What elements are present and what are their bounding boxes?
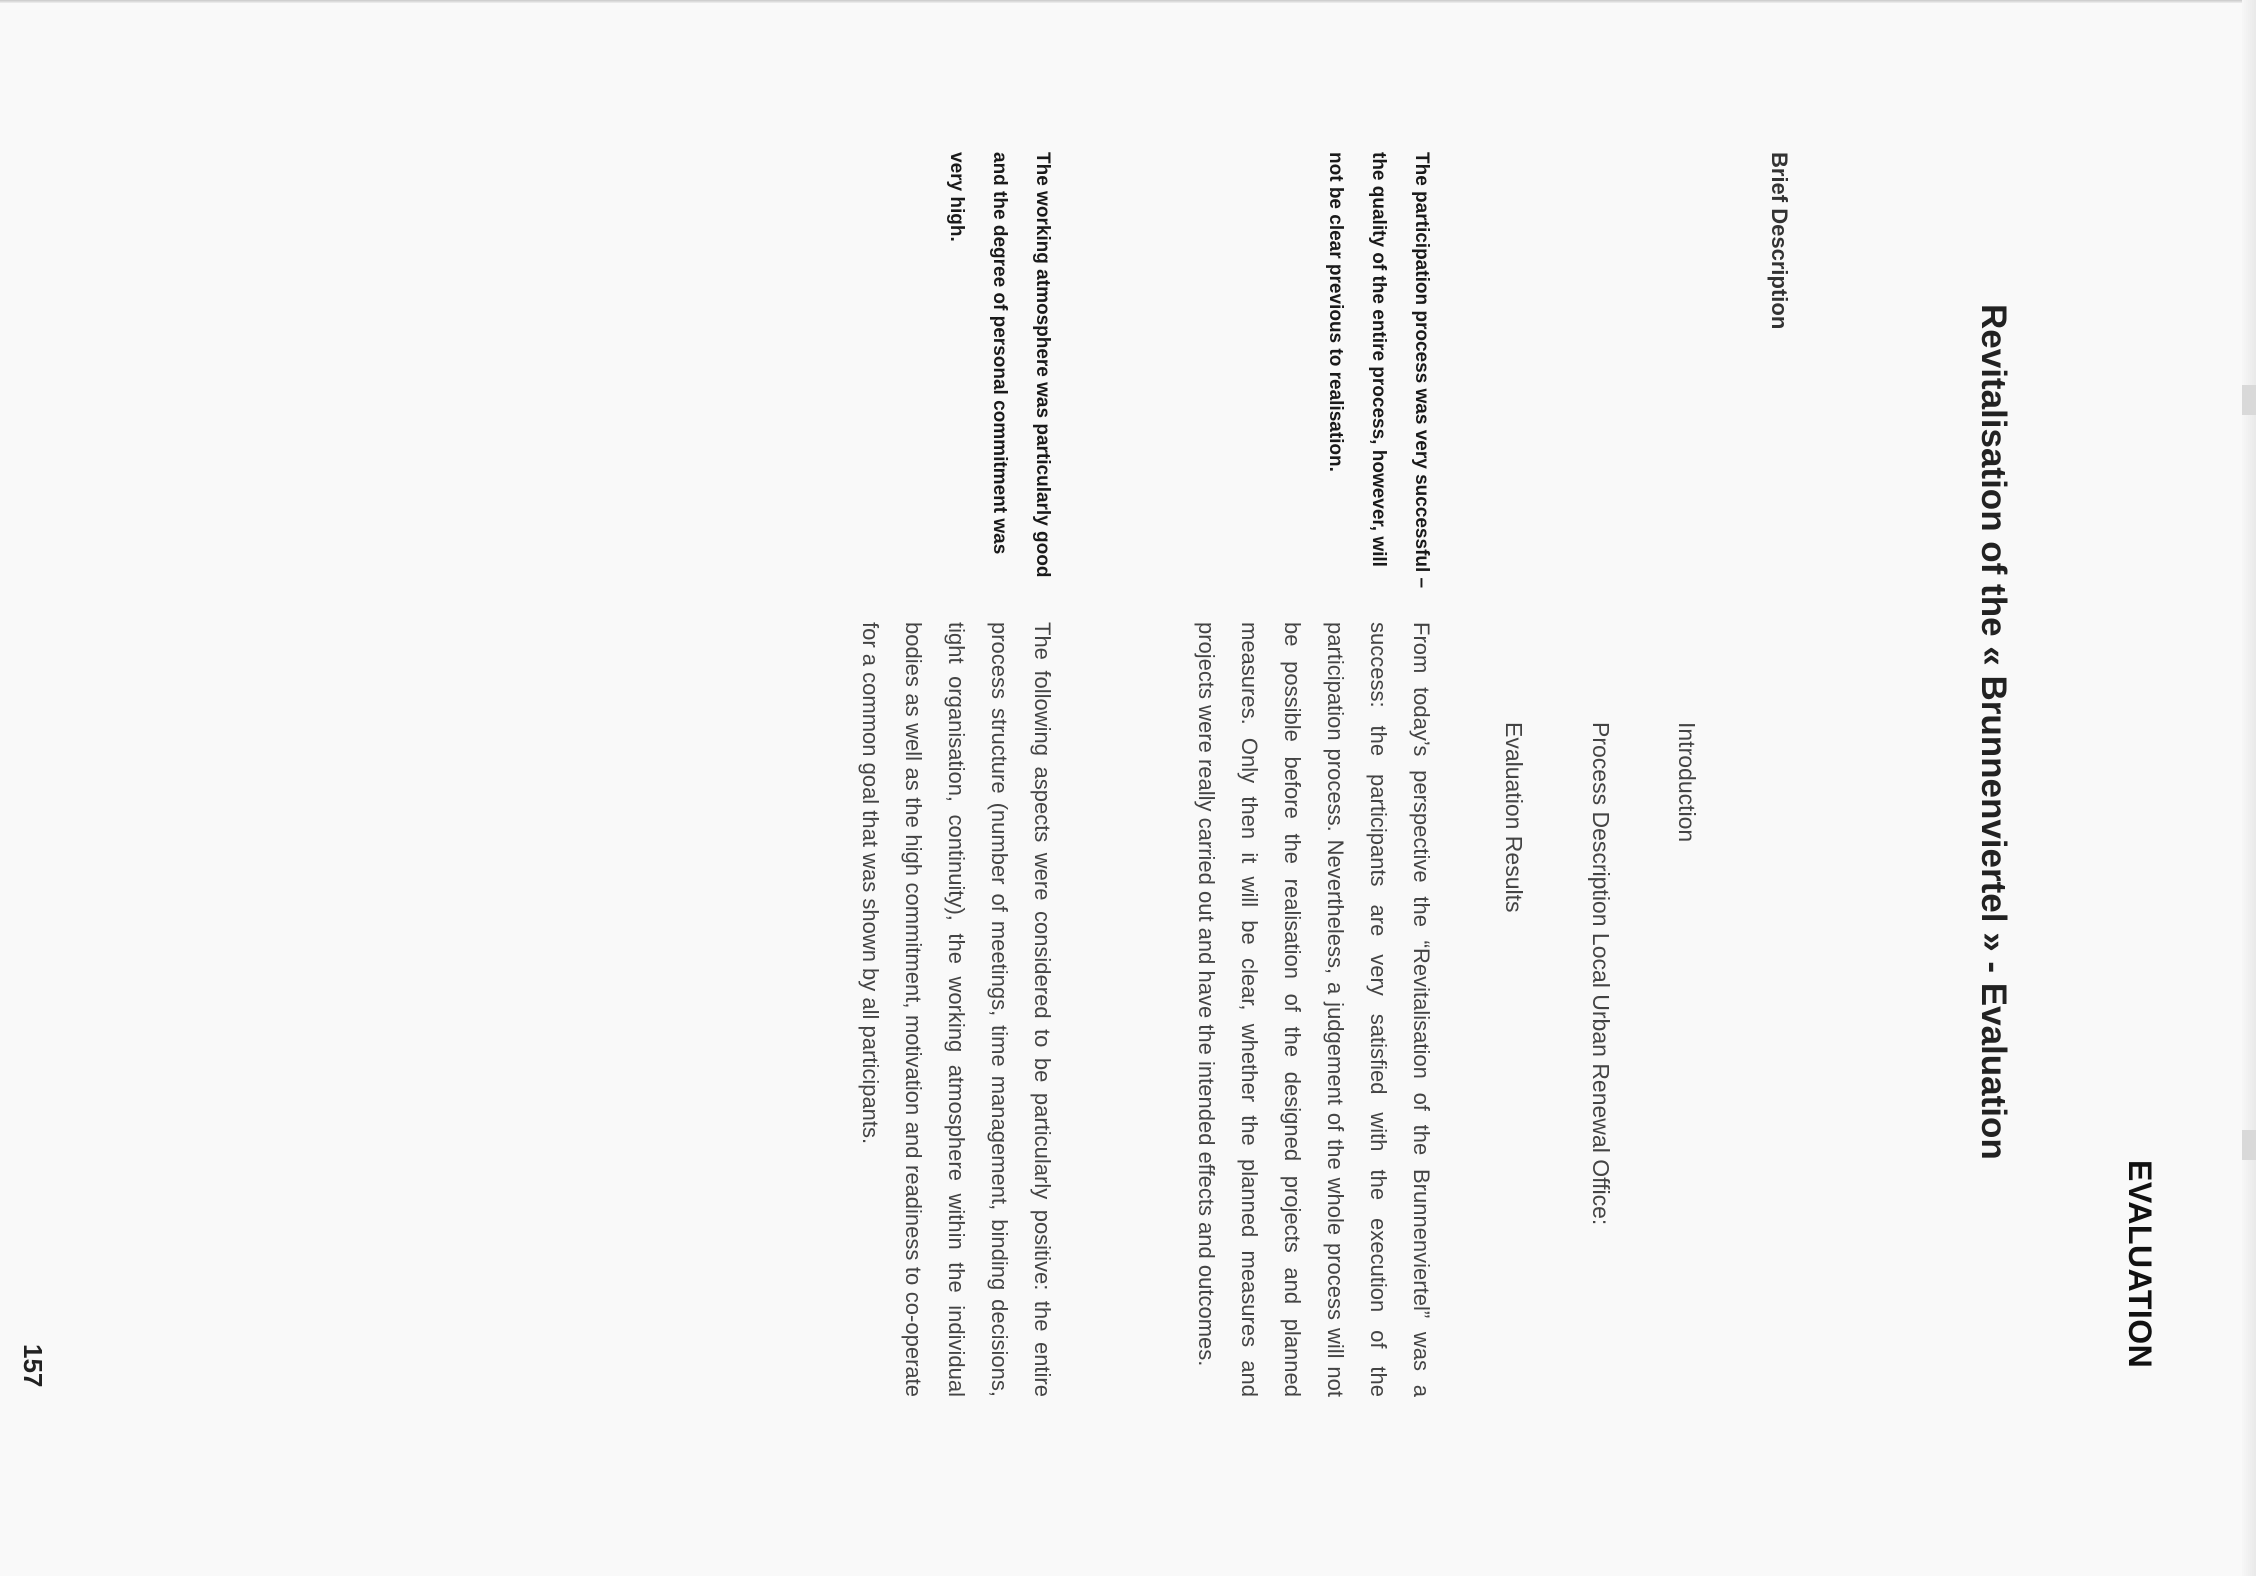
- introduction-heading: Introduction: [1674, 722, 1700, 843]
- page-number: 157: [18, 1344, 48, 1388]
- process-description-heading: Process Description Local Urban Renewal Office:: [1588, 722, 1614, 1226]
- section-header: EVALUATION: [2122, 1160, 2158, 1369]
- scan-mark: [2242, 385, 2256, 415]
- page-top-edge: [0, 0, 2256, 3]
- page-right-edge: [2242, 0, 2256, 1576]
- page-title: Revitalisation of the « Brunnenviertel » - Evaluation: [1974, 304, 2013, 1160]
- body-paragraph: The following aspects were considered to be particularly positive: the entire process structure (number of meetings, time management, binding decisions, tight organisation, continuity), the working atmosphere within the individual bodies as well as the high commitment, motivation and readiness to co-operate for a common goal that was shown by all participants.: [858, 622, 1055, 1397]
- brief-description-label: Brief Description: [1767, 152, 1792, 330]
- body-paragraph: From today’s perspective the “Revitalisation of the Brunnenviertel” was a success: the participants are very satisfied with the execution of the participation process. Nevertheless, a judgement of the whole process will not be possible before the realisation of the designed projects and planned measures. Only then it will be clear, whether the planned measures and projects were really carried out and have the intended effects and outcomes.: [1194, 622, 1434, 1397]
- scan-mark: [2242, 1130, 2256, 1160]
- side-note: The participation process was very successful – the quality of the entire process, however, will not be clear previous to realisation.: [1325, 152, 1432, 589]
- side-note: The working atmosphere was particularly good and the degree of personal commitment was very high.: [946, 152, 1053, 578]
- evaluation-results-heading: Evaluation Results: [1501, 722, 1527, 913]
